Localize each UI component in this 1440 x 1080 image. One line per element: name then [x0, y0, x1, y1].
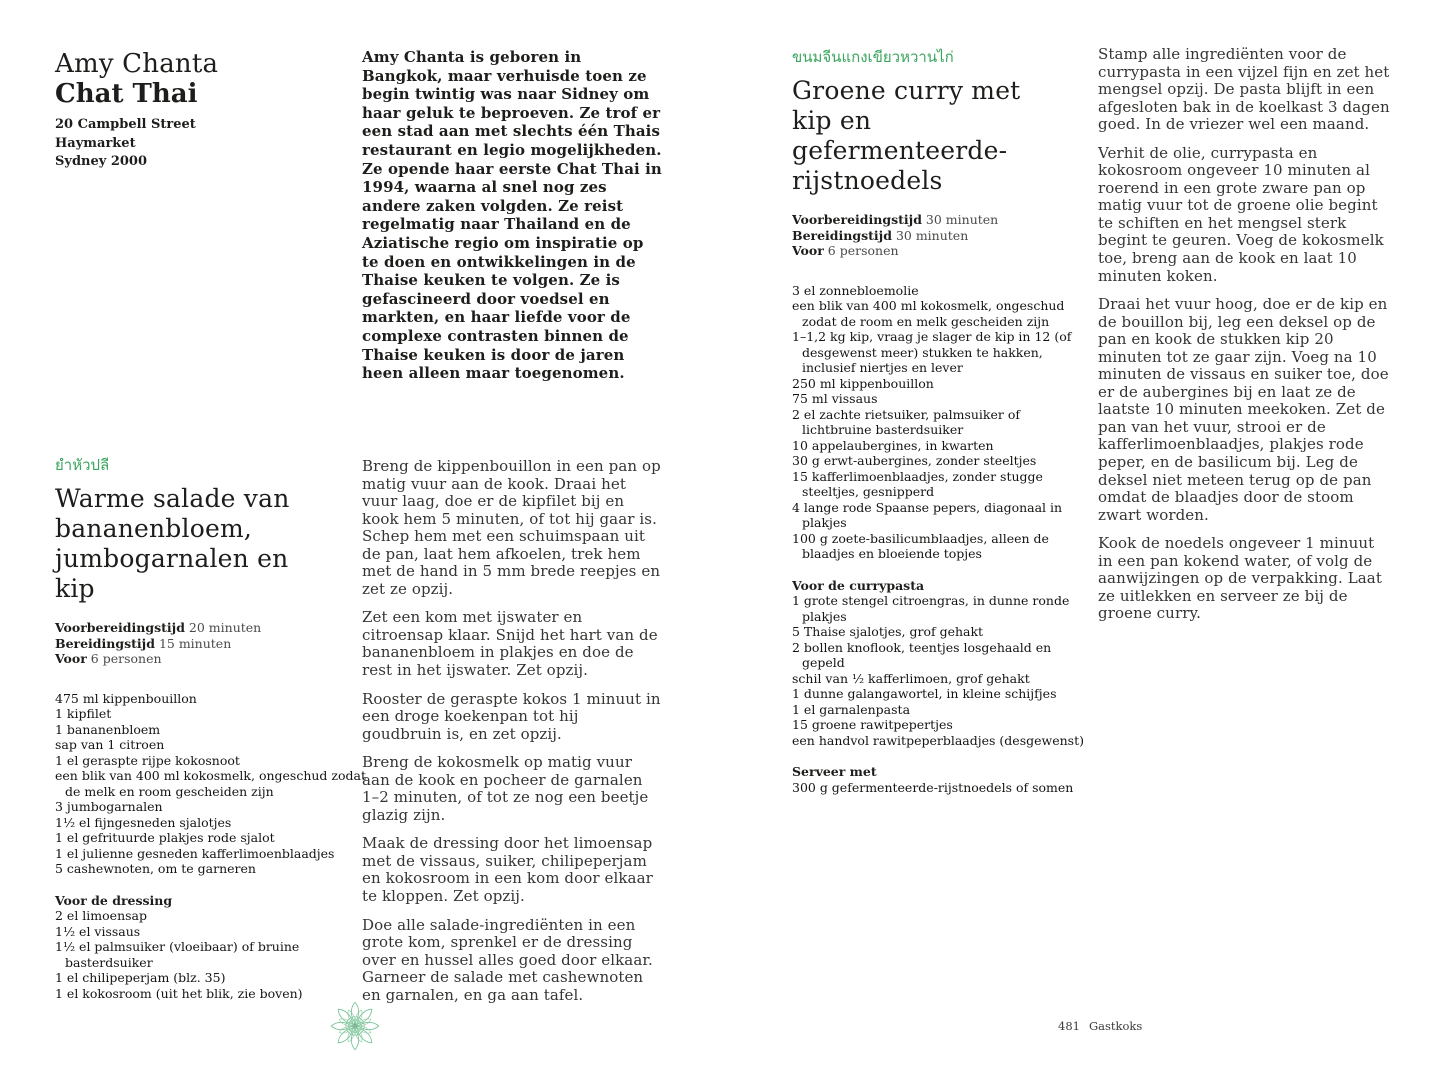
currypasta-ingredients [792, 593, 1088, 748]
recipe-salad-block [55, 456, 370, 1001]
recipe-step: Stamp alle ingrediënten voor de currypasta in een vijzel fijn en zet het mengsel opzij. De pasta blijft in een afgesloten bak in de koelkast 3 dagen goed. In de vriezer wel een maand. [1098, 45, 1390, 134]
ingredient-line: 1 el chilipeperjam (blz. 35) [55, 970, 226, 986]
restaurant-address [55, 116, 365, 173]
meta-value: 15 minuten [158, 635, 232, 651]
recipe-meta-line [55, 620, 370, 636]
ingredient-line: 5 Thaise sjalotjes, grof gehakt [792, 624, 984, 640]
ingredient-line: een blik van 400 ml kokosmelk, ongeschud zodat de melk en room gescheiden zijn [55, 768, 366, 799]
chef-bio [362, 48, 662, 383]
currypasta-header: Voor de currypasta [792, 577, 925, 593]
recipe-meta-line [55, 651, 370, 667]
ingredient-line: 1 dunne galangawortel, in kleine schijfjes [792, 686, 1057, 702]
ingredient-line: 1 bananenbloem [55, 721, 161, 737]
ingredient-line: 1 el geraspte rijpe kokosnoot [55, 752, 240, 768]
ingredient-line: 3 jumbogarnalen [55, 799, 163, 815]
ingredient-line: een blik van 400 ml kokosmelk, ongeschud zodat de room en melk gescheiden zijn [792, 298, 1065, 329]
ingredient-line: een handvol rawitpeperblaadjes (desgewenst) [792, 732, 1084, 748]
ingredient-line: 30 g erwt-aubergines, zonder steeltjes [792, 453, 1037, 469]
serve-with-items [792, 780, 1088, 796]
recipe-salad-ingredients [55, 691, 370, 877]
recipe-step: Kook de noedels ongeveer 1 minuut in een pan kokend water, of volg de aanwijzingen op de verpakking. Laat ze uitlekken en serveer ze bij de groene curry. [1098, 534, 1382, 623]
recipe-curry-meta [792, 212, 1088, 259]
ingredient-line: 1 el gefrituurde plakjes rode sjalot [55, 830, 275, 846]
recipe-step: Breng de kippenbouillon in een pan op matig vuur aan de kook. Draai het vuur laag, doe er de kipfilet bij en kook hem 5 minuten, of tot hij gaar is. Schep hem met een schuimspaan uit de pan, laat hem afkoelen, trek hem met de hand in 5 mm brede reepjes en zet ze opzij. [362, 457, 661, 598]
ingredient-line: 4 lange rode Spaanse pepers, diagonaal in plakjes [792, 499, 1063, 531]
page-footer [1058, 1019, 1142, 1033]
restaurant-name: Chat Thai [55, 78, 198, 109]
meta-label: Voor [792, 243, 824, 259]
ingredient-line: 1½ el palmsuiker (vloeibaar) of bruine basterdsuiker [55, 939, 300, 970]
recipe-salad-thai-title: ยำหัวปลี [55, 456, 110, 474]
recipe-step: Doe alle salade-ingrediënten in een grote kom, sprenkel er de dressing over en hussel alles goed door elkaar. Garneer de salade met cashewnoten en garnalen, en ga aan tafel. [362, 915, 653, 1004]
ingredient-line: 1 kipfilet [55, 706, 112, 722]
recipe-salad-title: Warme salade van bananenbloem, jumbogarnalen en kip [55, 484, 290, 603]
chef-header [55, 50, 365, 172]
meta-value: 30 minuten [925, 212, 999, 227]
meta-label: Bereidingstijd [55, 635, 155, 651]
ingredient-line: 75 ml vissaus [792, 391, 878, 407]
recipe-step: Draai het vuur hoog, doe er de kip en de bouillon bij, leg een deksel op de pan en kook de stukken kip 20 minuten tot ze gaar zijn. Voeg na 10 minuten de vissaus en suiker toe, doe er de aubergines bij en laat ze de laatste 10 minuten meekoken. Zet de pan van het vuur, strooi er de kafferlimoenblaadjes, plakjes rode peper, en de basilicum bij. Leg de deksel niet meteen terug op de pan omdat de blaadjes door de stoom zwart worden. [1098, 295, 1389, 524]
recipe-step: Breng de kokosmelk op matig vuur aan de kook en pocheer de garnalen 1–2 minuten, of tot ze nog een beetje glazig zijn. [362, 753, 649, 824]
recipe-meta-line [792, 243, 1088, 259]
ingredient-line: schil van ½ kafferlimoen, grof gehakt [792, 670, 1030, 686]
recipe-curry-ingredients [792, 283, 1088, 562]
ingredient-line: 2 bollen knoflook, teentjes losgehaald en gepeld [792, 639, 1052, 671]
meta-label: Voor [55, 651, 87, 667]
ingredient-line: 2 el limoensap [55, 908, 147, 924]
recipe-meta-line [792, 228, 1088, 244]
recipe-meta-line [792, 212, 1088, 228]
ingredient-line: 15 groene rawitpepertjes [792, 717, 953, 733]
ingredient-line: 10 appelaubergines, in kwarten [792, 437, 994, 453]
meta-label: Voorbereidingstijd [55, 620, 185, 635]
serve-with-header: Serveer met [792, 764, 877, 780]
ingredient-line: 5 cashewnoten, om te garneren [55, 861, 256, 877]
lotus-mandala-icon [328, 999, 382, 1053]
ingredient-line: 1 el kokosroom (uit het blik, zie boven) [55, 985, 303, 1001]
address-line: 20 Campbell Street [55, 116, 196, 132]
ingredient-line: 1–1,2 kg kip, vraag je slager de kip in 12 (of desgewenst meer) stukken te hakken, inclusief niertjes en lever [792, 329, 1072, 376]
meta-value: 6 personen [90, 651, 162, 667]
ingredient-line: 475 ml kippenbouillon [55, 690, 197, 706]
dressing-header: Voor de dressing [55, 892, 173, 908]
meta-value: 20 minuten [188, 620, 262, 635]
recipe-step: Zet een kom met ijswater en citroensap klaar. Snijd het hart van de bananenbloem in plakjes en doe de rest in het ijswater. Zet opzij. [362, 608, 658, 680]
ingredient-line: 100 g zoete-basilicumblaadjes, alleen de blaadjes en bloeiende topjes [792, 530, 1049, 562]
recipe-step: Rooster de geraspte kokos 1 minuut in een droge koekenpan tot hij goudbruin is, en zet opzij. [362, 689, 661, 743]
chef-name: Amy Chanta [55, 49, 219, 79]
recipe-curry-title: Groene curry met kip en gefermenteerde-rijstnoedels [792, 76, 1021, 195]
ingredient-line: 1 el julienne gesneden kafferlimoenblaadjes [55, 845, 335, 861]
meta-value: 30 minuten [895, 227, 969, 243]
chef-bio-text: Amy Chanta is geboren in Bangkok, maar verhuisde toen ze begin twintig was naar Sidney om haar geluk te beproeven. Ze trof er een stad aan met slechts één Thais restaurant en legio mogelijkheden. Ze opende haar eerste Chat Thai in 1994, waarna al snel nog zes andere zaken volgden. Ze reist regelmatig naar Thailand en de Aziatische regio om inspiratie op te doen en ontwikkelingen in de Thaise keuken te volgen. Ze is gefascineerd door voedsel en markten, en haar liefde voor de complexe contrasten binnen de Thaise keuken is door de jaren heen alleen maar toegenomen. [362, 48, 662, 383]
ingredient-line: 250 ml kippenbouillon [792, 375, 934, 391]
recipe-meta-line [55, 636, 370, 652]
recipe-salad-steps [362, 458, 662, 1015]
ingredient-line: 1½ el fijngesneden sjalotjes [55, 814, 232, 830]
meta-label: Voorbereidingstijd [792, 212, 922, 227]
ingredient-line: 1 grote stengel citroengras, in dunne ronde plakjes [792, 593, 1070, 624]
meta-value: 6 personen [827, 243, 899, 259]
section-label: Gastkoks [1088, 1019, 1143, 1033]
ingredient-line: 3 el zonnebloemolie [792, 282, 919, 298]
recipe-salad-meta [55, 620, 370, 667]
ingredient-line: 1½ el vissaus [55, 923, 141, 939]
recipe-curry-steps [1098, 46, 1390, 634]
ingredient-line: sap van 1 citroen [55, 737, 165, 753]
recipe-step: Verhit de olie, currypasta en kokosroom ongeveer 10 minuten al roerend in een grote zware pan op matig vuur tot de groene olie begint te schiften en het mengsel sterk begint te geuren. Voeg de kokosmelk toe, breng aan de kook en laat 10 minuten koken. [1098, 143, 1384, 285]
page-number: 481 [1058, 1019, 1080, 1033]
address-line: Haymarket [55, 135, 136, 151]
ingredient-line: 15 kafferlimoenblaadjes, zonder stugge steeltjes, gesnipperd [792, 468, 1043, 500]
recipe-curry-thai-title: ขนมจีนแกงเขียวหวานไก่ [792, 48, 954, 66]
ingredient-line: 2 el zachte rietsuiker, palmsuiker of lichtbruine basterdsuiker [792, 406, 1020, 438]
meta-label: Bereidingstijd [792, 227, 892, 243]
address-line: Sydney 2000 [55, 154, 148, 170]
dressing-ingredients [55, 908, 370, 1001]
recipe-step: Maak de dressing door het limoensap met de vissaus, suiker, chilipeperjam en kokosroom in een kom door elkaar te kloppen. Zet opzij. [362, 834, 653, 906]
recipe-curry-block [792, 48, 1088, 795]
ingredient-line: 300 g gefermenteerde-rijstnoedels of somen [792, 779, 1074, 795]
ingredient-line: 1 el garnalenpasta [792, 701, 911, 717]
